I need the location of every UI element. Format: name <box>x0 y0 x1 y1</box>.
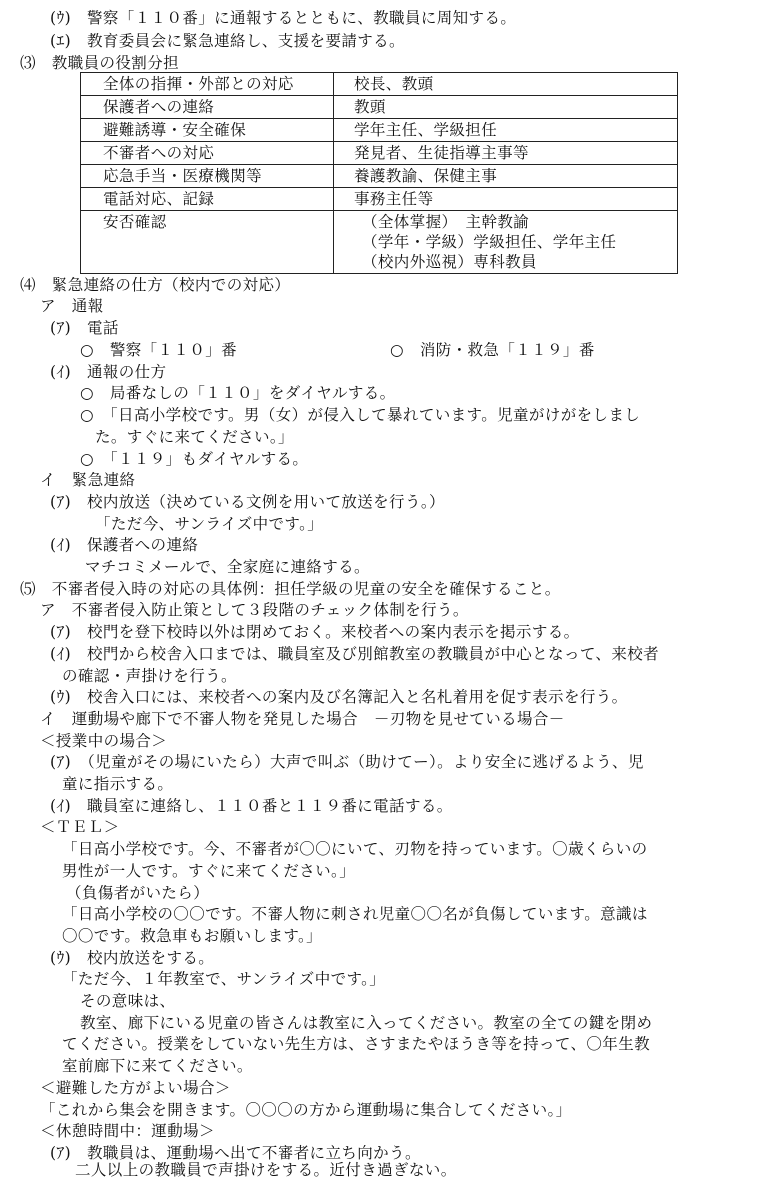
table-cell-assignee <box>334 211 678 274</box>
text-line: 「ただ今、サンライズ中です。」 <box>95 515 324 533</box>
text-line: (ｱ) 校門を登下校時以外は閉めておく。来校者への案内表示を掲示する。 <box>50 623 580 641</box>
table-cell-task: 避難誘導・安全確保 <box>81 119 334 142</box>
text-line: ＜避難した方がよい場合＞ <box>40 1079 231 1097</box>
table-cell-assignee: 教頭 <box>334 96 678 119</box>
text-line: (ｴ) 教育委員会に緊急連絡し、支援を要請する。 <box>50 32 405 50</box>
text-line: イ 運動場や廊下で不審人物を発見した場合 －刃物を見せている場合－ <box>40 710 565 728</box>
table-cell-task: 安否確認 <box>81 211 334 274</box>
assignee-line: （校内外巡視）専科教員 <box>362 253 537 271</box>
text-line: 「日高小学校です。今、不審者が〇〇にいて、刃物を持っています。〇歳くらいの <box>62 840 648 858</box>
text-line: ○ 局番なしの「１１０」をダイヤルする。 <box>80 384 396 402</box>
text-line: てください。授業をしていない先生方は、さすまたやほうき等を持って、〇年生教 <box>62 1035 650 1053</box>
text-line: の確認・声掛けを行う。 <box>62 667 237 685</box>
text-line: (ｱ) （児童がその場にいたら）大声で叫ぶ（助けてー）。より安全に逃げるよう、児 <box>50 753 644 771</box>
text-line: ＜授業中の場合＞ <box>40 732 168 750</box>
table-row <box>81 188 678 211</box>
table-cell-assignee: 事務主任等 <box>334 188 678 211</box>
text-line: 二人以上の教職員で声掛けをする。近付き過ぎない。 <box>75 1161 457 1179</box>
text-line: ア 通報 <box>40 297 104 315</box>
section-heading: ⑶ 教職員の役割分担 <box>20 54 180 72</box>
assignee-line: （学年・学級）学級担任、学年主任 <box>362 233 617 251</box>
text-line: (ｲ) 通報の仕方 <box>50 363 167 381</box>
text-line: (ｱ) 電話 <box>50 319 119 337</box>
table-row <box>81 96 678 119</box>
text-line: ア 不審者侵入防止策として３段階のチェック体制を行う。 <box>40 601 469 619</box>
text-line: 男性が一人です。すぐに来てください。」 <box>62 862 356 880</box>
text-line: その意味は、 <box>80 992 176 1010</box>
table-cell-task: 電話対応、記録 <box>81 188 334 211</box>
text-line: ＜ＴＥＬ＞ <box>40 818 120 836</box>
table-cell-assignee: 学年主任、学級担任 <box>334 119 678 142</box>
table-row <box>81 165 678 188</box>
text-line: (ｳ) 校内放送をする。 <box>50 949 215 967</box>
roles-table <box>80 72 678 274</box>
text-line: マチコミメールで、全家庭に連絡する。 <box>85 558 370 576</box>
text-line: (ｲ) 校門から校舎入口までは、職員室及び別館教室の教職員が中心となって、来校者 <box>50 645 660 663</box>
text-line: ○ 消防・救急「１１９」番 <box>390 341 595 359</box>
text-line: イ 緊急連絡 <box>40 471 136 489</box>
table-cell-task: 応急手当・医療機関等 <box>81 165 334 188</box>
text-line: た。すぐに来てください。」 <box>95 428 294 446</box>
text-line: (ｱ) 教職員は、運動場へ出て不審者に立ち向かう。 <box>50 1144 421 1162</box>
text-line: ○ 警察「１１０」番 <box>80 341 238 359</box>
table-cell-task: 全体の指揮・外部との対応 <box>81 73 334 96</box>
text-line: (ｲ) 保護者への連絡 <box>50 536 199 554</box>
text-line: 室前廊下に来てください。 <box>62 1057 253 1075</box>
text-line: 「日高小学校の〇〇です。不審人物に刺され児童〇〇名が負傷しています。意識は <box>62 905 648 923</box>
text-line: 童に指示する。 <box>62 775 174 793</box>
table-row <box>81 119 678 142</box>
text-line: (ｲ) 職員室に連絡し、１１０番と１１９番に電話する。 <box>50 797 453 815</box>
table-cell-assignee: 発見者、生徒指導主事等 <box>334 142 678 165</box>
table-row <box>81 73 678 96</box>
text-line: ○ 「１１９」もダイヤルする。 <box>80 450 309 468</box>
table-row <box>81 142 678 165</box>
table-row <box>81 211 678 274</box>
text-line: (ｱ) 校内放送（決めている文例を用いて放送を行う。） <box>50 493 445 511</box>
text-line: 「ただ今、１年教室で、サンライズ中です。」 <box>62 970 386 988</box>
text-line: （負傷者がいたら） <box>66 884 210 902</box>
table-cell-task: 保護者への連絡 <box>81 96 334 119</box>
text-line: ＜休憩時間中：運動場＞ <box>40 1122 215 1140</box>
assignee-line: （全体掌握） 主幹教諭 <box>362 213 530 231</box>
text-line: 「これから集会を開きます。〇〇〇の方から運動場に集合してください。」 <box>40 1101 572 1119</box>
text-line: ○ 「日高小学校です。男（女）が侵入して暴れています。児童がけがをしまし <box>80 406 641 424</box>
text-line: 〇〇です。救急車もお願いします。」 <box>62 927 323 945</box>
section-heading: ⑷ 緊急連絡の仕方（校内での対応） <box>20 276 291 294</box>
table-cell-assignee: 養護教諭、保健主事 <box>334 165 678 188</box>
table-cell-task: 不審者への対応 <box>81 142 334 165</box>
table-cell-assignee: 校長、教頭 <box>334 73 678 96</box>
text-line: 教室、廊下にいる児童の皆さんは教室に入ってください。教室の全ての鍵を閉め <box>80 1014 653 1032</box>
text-line: (ｳ) 校舎入口には、来校者への案内及び名簿記入と名札着用を促す表示を行う。 <box>50 688 628 706</box>
section-heading: ⑸ 不審者侵入時の対応の具体例：担任学級の児童の安全を確保すること。 <box>20 580 561 598</box>
text-line: (ｳ) 警察「１１０番」に通報するとともに、教職員に周知する。 <box>50 9 517 27</box>
